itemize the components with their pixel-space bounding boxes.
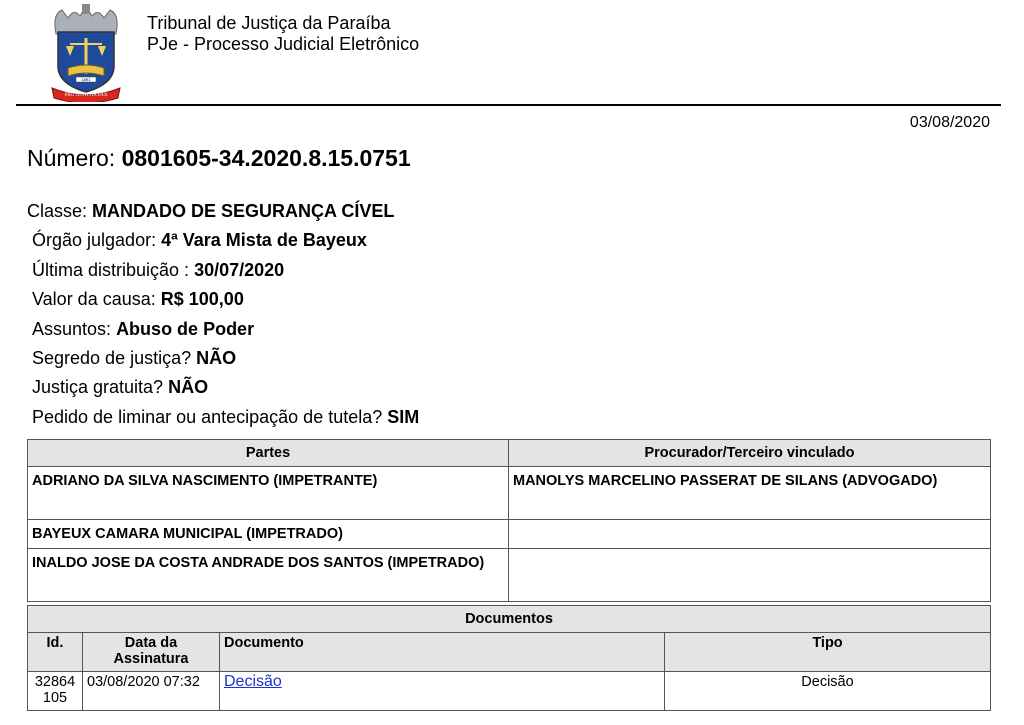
field-valor-causa: Valor da causa: R$ 100,00 xyxy=(32,289,244,310)
documentos-table xyxy=(27,605,991,711)
org-line-1: Tribunal de Justiça da Paraíba xyxy=(147,13,391,33)
process-number-value: 0801605-34.2020.8.15.0751 xyxy=(121,145,411,171)
table-row xyxy=(28,467,991,520)
documento-header: Documento xyxy=(220,633,665,672)
doc-data-cell: 03/08/2020 07:32 xyxy=(83,672,220,711)
doc-id-cell: 32864105 xyxy=(28,672,83,711)
doc-tipo-cell: Decisão xyxy=(665,672,991,711)
field-assuntos: Assuntos: Abuso de Poder xyxy=(32,318,255,339)
procurador-cell xyxy=(509,520,991,549)
field-segredo-justica: Segredo de justiça? NÃO xyxy=(32,347,237,368)
partes-header: Partes xyxy=(28,440,509,467)
decisao-document-link[interactable]: Decisão xyxy=(224,673,282,690)
svg-text:1891: 1891 xyxy=(81,77,91,82)
procurador-header: Procurador/Terceiro vinculado xyxy=(509,440,991,467)
process-number xyxy=(27,145,411,172)
svg-text:PRO JUSTITIA PAX: PRO JUSTITIA PAX xyxy=(64,93,108,98)
document-date: 03/08/2020 xyxy=(909,114,990,131)
id-header: Id. xyxy=(28,633,83,672)
field-justica-gratuita: Justiça gratuita? NÃO xyxy=(32,377,209,398)
table-row xyxy=(28,549,991,602)
process-number-label: Número: xyxy=(27,145,116,171)
table-row xyxy=(28,672,991,711)
procurador-cell xyxy=(509,549,991,602)
table-row xyxy=(28,520,991,549)
court-crest-logo xyxy=(48,4,124,102)
doc-documento-cell xyxy=(220,672,665,711)
header-divider xyxy=(16,104,1001,106)
field-orgao-julgador: Órgão julgador: 4ª Vara Mista de Bayeux xyxy=(32,230,367,251)
parte-cell: INALDO JOSE DA COSTA ANDRADE DOS SANTOS (IMPETRADO) xyxy=(28,549,509,602)
organization-name xyxy=(147,13,419,55)
field-ultima-distribuicao: Última distribuição : 30/07/2020 xyxy=(32,259,285,280)
org-line-2: PJe - Processo Judicial Eletrônico xyxy=(147,34,420,54)
parte-cell: BAYEUX CAMARA MUNICIPAL (IMPETRADO) xyxy=(28,520,509,549)
documentos-title: Documentos xyxy=(28,606,991,633)
data-assinatura-header: Data da Assinatura xyxy=(83,633,220,672)
documentos-header-row xyxy=(28,633,991,672)
partes-table xyxy=(27,439,991,602)
parte-cell: ADRIANO DA SILVA NASCIMENTO (IMPETRANTE) xyxy=(28,467,509,520)
field-classe: Classe: MANDADO DE SEGURANÇA CÍVEL xyxy=(27,201,395,221)
tipo-header: Tipo xyxy=(665,633,991,672)
procurador-cell: MANOLYS MARCELINO PASSERAT DE SILANS (ADVOGADO) xyxy=(509,467,991,520)
process-fields xyxy=(27,200,419,435)
documentos-title-row xyxy=(28,606,991,633)
field-pedido-liminar: Pedido de liminar ou antecipação de tutela? SIM xyxy=(32,406,420,427)
partes-header-row xyxy=(28,440,991,467)
page-header xyxy=(0,0,1024,106)
